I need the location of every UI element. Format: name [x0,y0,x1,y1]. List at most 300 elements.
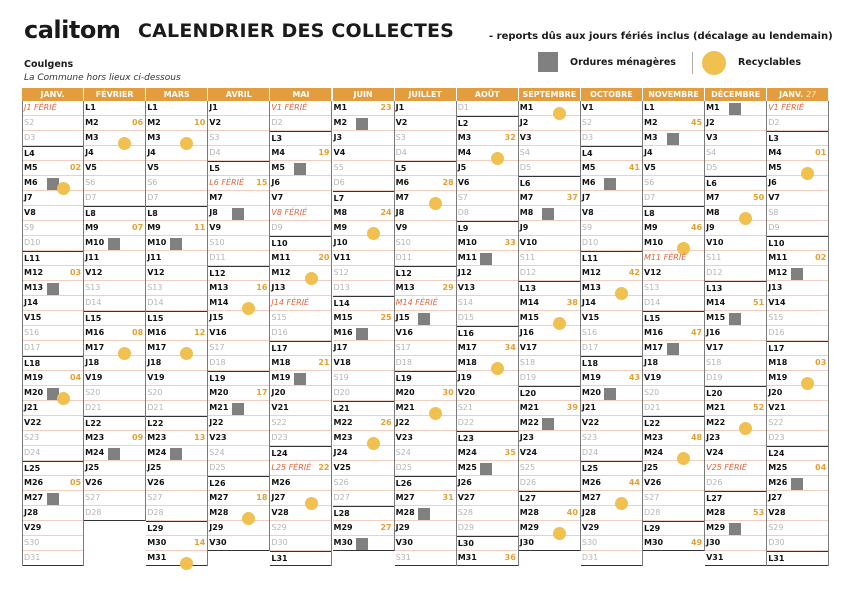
day-label: D5 [706,163,718,172]
day-label: M27 [24,493,44,502]
day-cell [457,341,518,356]
day-cell [146,221,207,236]
waste-collection-icon [356,538,368,550]
day-cell [23,551,83,566]
day-label: V25 [333,463,351,472]
day-label: L26 [209,479,226,488]
day-label: M12 [768,268,788,277]
day-cell [395,176,456,191]
day-cell [84,296,145,311]
day-cell [705,371,766,386]
day-cell [457,386,518,401]
day-label: M2 [644,118,658,127]
day-label: S18 [706,358,722,367]
day-cell [519,191,580,206]
day-label: V30 [395,538,413,547]
week-number: 15 [256,178,268,187]
day-cell [767,341,828,356]
day-label: M3 [644,133,658,142]
day-label: M3 [457,133,472,142]
day-label: J8 [395,208,405,217]
day-cell [208,281,269,296]
week-number: 10 [194,118,206,127]
day-label: V19 [644,373,662,382]
day-cell [333,326,394,341]
day-label: M29 [519,523,539,532]
day-cell [84,356,145,371]
day-label: L5 [395,164,407,173]
day-cell [457,461,518,476]
day-cell [519,476,580,491]
day-label: V19 [147,373,165,382]
day-cell [767,176,828,191]
day-label: J9 [519,223,529,232]
day-cell [146,281,207,296]
waste-collection-icon [729,103,741,115]
day-label: M29 [706,523,726,532]
day-label: L4 [581,149,593,158]
day-label: L13 [519,284,537,293]
day-cell [643,176,704,191]
day-cell [395,131,456,146]
day-cell [270,446,331,461]
day-label: J18 [85,358,100,367]
day-label: D29 [457,523,475,532]
day-cell [581,416,642,431]
month-name: SEPTEMBRE [522,90,577,99]
day-cell [643,296,704,311]
day-cell [208,521,269,536]
waste-legend-icon [538,52,558,72]
day-cell [643,206,704,221]
holiday-note: - reports dûs aux jours fériés inclus (décalage au lendemain) [489,31,833,42]
day-label: M19 [581,373,601,382]
day-cell [270,326,331,341]
day-cell [581,206,642,221]
day-cell [767,161,828,176]
day-cell [457,191,518,206]
day-label: S21 [457,403,473,412]
day-cell [208,251,269,266]
day-cell [767,311,828,326]
day-label: V26 [85,478,103,487]
month-column [84,101,146,521]
day-label: M21 [395,403,415,412]
day-label: J12 [457,268,472,277]
day-label: L18 [24,359,41,368]
day-cell [395,476,456,491]
day-cell [767,521,828,536]
day-cell [146,236,207,251]
day-cell [581,371,642,386]
day-label: J27 [768,493,783,502]
day-cell [333,206,394,221]
day-cell [23,386,83,401]
day-cell [519,326,580,341]
day-label: J29 [395,523,410,532]
day-label: D24 [581,448,599,457]
day-label: V9 [209,223,222,232]
holiday-label: V8 FÉRIÉ [271,208,308,217]
waste-collection-icon [47,493,59,505]
day-cell [643,311,704,326]
week-number: 34 [504,343,516,352]
day-label: V7 [271,193,284,202]
day-cell [333,356,394,371]
day-label: L4 [24,149,35,158]
day-cell [519,281,580,296]
month-header [457,88,519,101]
day-label: M26 [768,478,788,487]
day-label: J25 [147,463,162,472]
day-cell [457,371,518,386]
day-cell [457,356,518,371]
day-cell [643,401,704,416]
day-cell [270,296,331,311]
day-label: M27 [209,493,229,502]
day-cell [519,116,580,131]
day-label: M26 [581,478,601,487]
day-label: L1 [147,103,158,112]
day-label: V12 [85,268,103,277]
day-label: S27 [644,493,660,502]
day-label: M27 [581,493,601,502]
day-cell [581,266,642,281]
day-cell [519,101,580,116]
day-label: J7 [24,193,33,202]
day-cell [705,116,766,131]
day-label: S3 [209,133,220,142]
day-label: L12 [209,269,226,278]
day-label: M10 [147,238,167,247]
day-label: L1 [85,103,96,112]
week-number: 51 [753,298,765,307]
week-number: 21 [318,358,330,367]
day-label: V26 [147,478,165,487]
waste-collection-icon [604,178,616,190]
day-cell [395,281,456,296]
day-label: L2 [457,119,469,128]
day-label: M31 [457,553,477,562]
day-cell [643,101,704,116]
day-label: J16 [519,328,534,337]
waste-collection-icon [356,118,368,130]
day-label: S16 [24,328,40,337]
day-label: L9 [457,224,469,233]
day-cell [208,506,269,521]
day-label: V11 [333,253,351,262]
recycle-legend-label: Recyclables [738,57,802,68]
week-number: 04 [69,373,82,382]
waste-collection-icon [47,283,59,295]
day-label: M21 [706,403,726,412]
day-cell [333,506,394,521]
day-cell [519,266,580,281]
day-cell [146,461,207,476]
day-cell [457,176,518,191]
day-label: D21 [85,403,102,412]
waste-collection-icon [729,523,741,535]
day-label: J11 [85,253,100,262]
day-label: J20 [271,388,286,397]
week-number: 36 [504,553,516,562]
day-label: M7 [395,193,410,202]
day-cell [519,386,580,401]
day-label: M9 [147,223,161,232]
day-cell [333,161,394,176]
day-label: L16 [457,329,474,338]
day-label: M28 [706,508,726,517]
day-label: L15 [147,314,164,323]
day-cell [208,116,269,131]
day-cell [208,101,269,116]
day-label: M16 [333,328,353,337]
day-cell [333,131,394,146]
day-label: M17 [147,343,167,352]
day-cell [146,326,207,341]
waste-collection-icon [791,268,803,280]
day-label: V8 [581,208,594,217]
day-cell [643,116,704,131]
day-label: M20 [581,388,601,397]
day-cell [643,446,704,461]
day-cell [581,326,642,341]
day-label: L13 [706,284,723,293]
month-column [705,101,767,566]
day-label: M17 [644,343,664,352]
day-cell [23,536,83,551]
day-cell [519,521,580,536]
day-label: V27 [457,493,476,502]
day-label: J11 [147,253,162,262]
day-cell [208,371,269,386]
day-cell [395,401,456,416]
day-cell [208,536,269,551]
day-label: M15 [706,313,726,322]
day-cell [705,476,766,491]
day-cell [767,371,828,386]
day-label: J23 [519,433,534,442]
day-cell [705,296,766,311]
day-label: D11 [395,253,412,262]
day-cell [84,221,145,236]
month-name: JUILLET [408,90,442,99]
day-label: J2 [519,118,529,127]
day-cell [643,251,704,266]
day-cell [395,461,456,476]
day-cell [457,431,518,446]
day-cell [208,176,269,191]
day-label: M19 [768,373,788,382]
day-label: J18 [147,358,162,367]
day-label: S11 [706,253,722,262]
day-label: M7 [706,193,720,202]
day-cell [395,266,456,281]
day-cell [208,266,269,281]
day-cell [23,221,83,236]
day-cell [643,461,704,476]
day-label: M12 [24,268,44,277]
day-label: L5 [209,164,220,173]
month-column [270,101,332,566]
waste-collection-icon [542,208,554,220]
day-cell [581,356,642,371]
day-cell [208,416,269,431]
waste-collection-icon [294,373,306,385]
day-label: M5 [768,163,782,172]
day-cell [519,341,580,356]
day-cell [208,491,269,506]
day-cell [208,326,269,341]
day-cell [705,221,766,236]
day-label: J28 [581,508,596,517]
day-label: S22 [768,418,784,427]
day-label: S13 [644,283,660,292]
day-label: L29 [644,524,661,533]
waste-collection-icon [542,418,554,430]
month-header [395,88,457,101]
day-label: M18 [271,358,291,367]
day-cell [270,191,331,206]
day-label: M14 [519,298,539,307]
day-label: V24 [519,448,538,457]
waste-collection-icon [232,403,244,415]
day-cell [84,506,145,521]
day-cell [519,146,580,161]
day-label: S8 [768,208,779,217]
day-cell [270,461,331,476]
week-number: 05 [69,478,82,487]
day-label: S4 [519,148,530,157]
day-cell [457,116,518,131]
day-cell [643,221,704,236]
week-number: 26 [380,418,392,427]
day-label: M21 [209,403,229,412]
day-label: S4 [706,148,717,157]
day-label: S20 [147,388,163,397]
day-label: L31 [768,554,785,563]
day-cell [208,446,269,461]
day-label: M20 [24,388,44,397]
month-header [705,88,767,101]
day-label: D16 [271,328,288,337]
week-number: 42 [628,268,640,277]
day-cell [457,416,518,431]
day-cell [519,371,580,386]
day-cell [333,491,394,506]
day-cell [457,281,518,296]
day-label: J4 [85,148,94,157]
day-label: M18 [768,358,788,367]
day-cell [581,221,642,236]
day-label: J14 [24,298,39,307]
day-cell [519,446,580,461]
week-number: 13 [194,433,206,442]
day-cell [705,356,766,371]
day-label: M3 [85,133,99,142]
waste-collection-icon [170,448,182,460]
waste-collection-icon [667,343,679,355]
day-label: M27 [395,493,415,502]
day-label: M5 [271,163,285,172]
day-label: L7 [333,194,345,203]
day-label: M23 [333,433,353,442]
waste-collection-icon [604,388,616,400]
week-number: 47 [690,328,703,337]
day-cell [84,236,145,251]
day-label: M9 [85,223,99,232]
week-number: 30 [442,388,454,397]
day-cell [84,281,145,296]
week-number: 29 [442,283,454,292]
week-number: 04 [815,463,827,472]
day-cell [767,251,828,266]
day-cell [84,206,145,221]
day-cell [581,131,642,146]
day-label: J20 [768,388,783,397]
day-cell [208,146,269,161]
day-label: D17 [24,343,41,352]
day-label: L22 [644,419,661,428]
day-label: M8 [333,208,348,217]
day-label: J13 [271,283,286,292]
day-cell [23,416,83,431]
day-label: V1 [581,103,594,112]
week-number: 12 [194,328,206,337]
day-label: M10 [457,238,477,247]
day-label: V12 [644,268,662,277]
day-cell [767,266,828,281]
week-number: 39 [566,403,578,412]
day-label: M24 [85,448,105,457]
day-label: J19 [457,373,472,382]
day-label: M11 [457,253,477,262]
day-label: M11 [768,253,788,262]
day-cell [270,116,331,131]
day-cell [643,536,704,551]
week-number: 45 [690,118,703,127]
day-cell [84,161,145,176]
day-label: J15 [395,313,410,322]
day-label: D12 [706,268,723,277]
day-label: J15 [209,313,224,322]
day-cell [643,491,704,506]
day-cell [146,116,207,131]
day-cell [767,461,828,476]
day-cell [395,506,456,521]
day-cell [23,236,83,251]
day-cell [395,221,456,236]
day-label: S3 [395,133,406,142]
month-header [270,88,332,101]
day-cell [457,146,518,161]
day-label: L20 [519,389,537,398]
day-label: D28 [85,508,102,517]
waste-collection-icon [108,238,120,250]
day-cell [333,176,394,191]
day-label: S20 [85,388,101,397]
day-cell [84,176,145,191]
day-cell [146,536,207,551]
day-cell [208,341,269,356]
day-label: S2 [24,118,35,127]
day-cell [395,431,456,446]
day-cell [395,341,456,356]
waste-collection-icon [480,253,492,265]
day-cell [767,506,828,521]
week-number: 03 [69,268,82,277]
week-number: 40 [566,508,578,517]
